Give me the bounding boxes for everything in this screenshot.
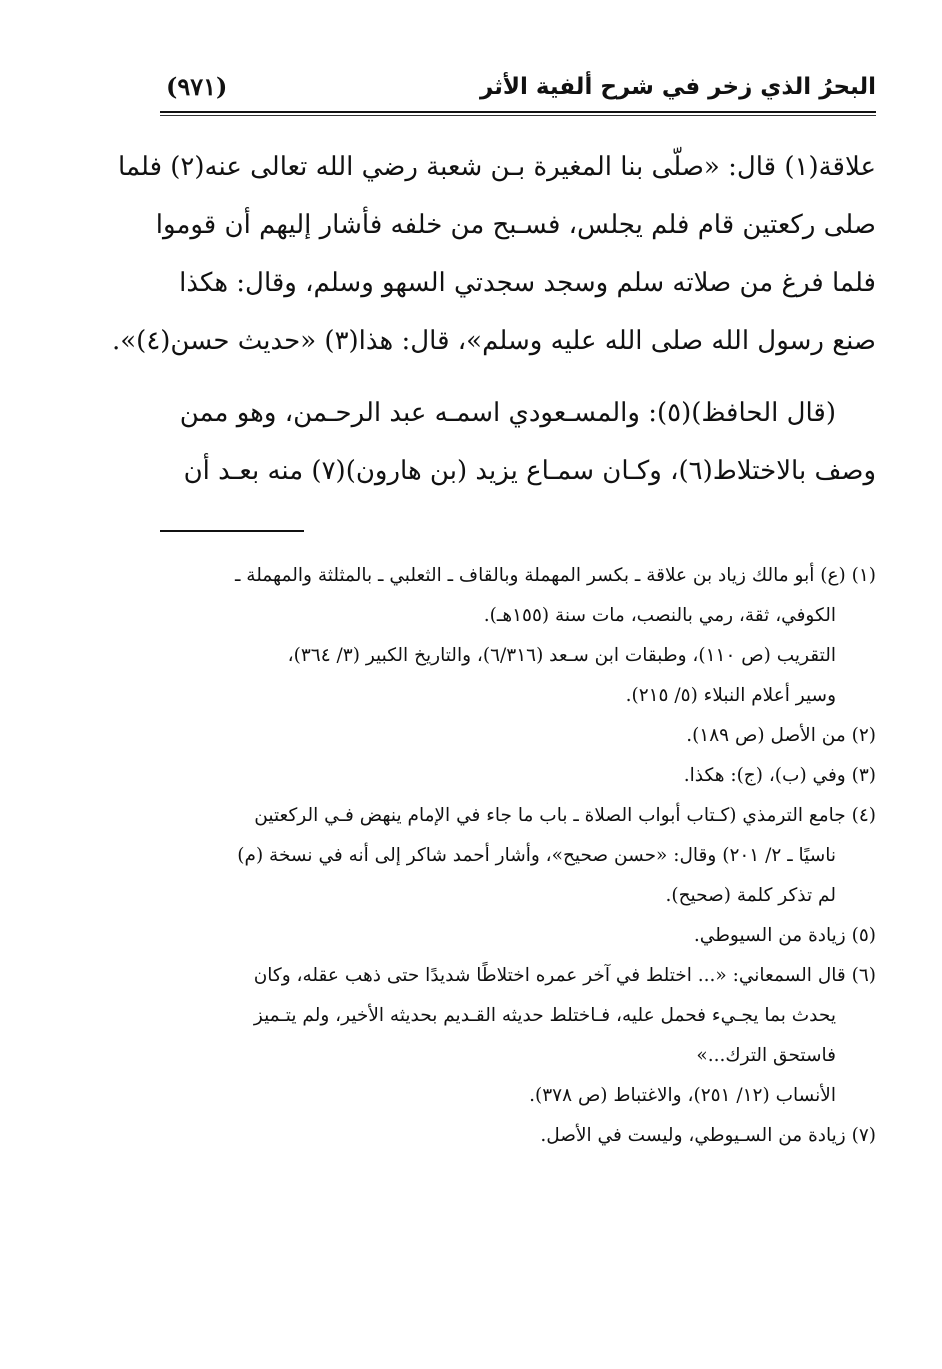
footnote-line: التقريب (ص ١١٠)، وطبقات ابن سـعد (٦/٣١٦)، والتاريخ الكبير (٣/ ٣٦٤)،	[287, 645, 836, 666]
footnote-line: يحدث بما يجـيء فحمل عليه، فـاختلط حديثه القـديم بحديثه الأخير، ولم يتـميز	[253, 1005, 836, 1026]
footnote-line: الأنساب (١٢/ ٢٥١)، والاغتباط (ص ٣٧٨).	[529, 1085, 836, 1106]
footnote-4	[160, 796, 876, 916]
page-number: (٩٧١)	[166, 72, 228, 101]
footnote-line: (١) (ع) أبو مالك زياد بن علاقة ـ بكسر المهملة وبالقاف ـ الثعلبي ـ بالمثلثة والمهملة ـ	[234, 565, 876, 586]
footnote-line: (٢) من الأصل (ص ١٨٩).	[686, 725, 876, 746]
footnote-line: فاستحق الترك...»	[696, 1045, 836, 1066]
footnote-1	[160, 556, 876, 716]
main-text-line: صنع رسول الله صلى الله عليه وسلم»، قال: هذا(٣) «حديث حسن(٤)».	[111, 326, 876, 356]
main-text-line: وصف بالاختلاط(٦)، وكـان سمـاع يزيد (بن هارون)(٧) منه بعـد أن	[183, 456, 876, 486]
footnote-line: (٣) وفي (ب)، (ج): هكذا.	[683, 765, 876, 786]
footnote-line: وسير أعلام النبلاء (٥/ ٢١٥).	[625, 685, 836, 706]
running-title: البحرُ الذي زخر في شرح ألفية الأثر	[479, 74, 876, 100]
main-text	[111, 138, 876, 500]
footnote-separator	[160, 530, 304, 532]
footnotes	[160, 556, 876, 1156]
footnote-5	[160, 916, 876, 956]
main-text-line: (قال الحافظ)(٥): والمسـعودي اسمـه عبد الرحـمن، وهو ممن	[179, 398, 836, 428]
main-text-line: صلى ركعتين قام فلم يجلس، فسـبح من خلفه فأشار إليهم أن قوموا	[155, 210, 876, 240]
main-text-line: علاقة(١) قال: «صلّى بنا المغيرة بـن شعبة رضي الله تعالى عنه(٢) فلما	[118, 152, 876, 182]
page-header	[160, 68, 876, 112]
footnote-line: (٥) زيادة من السيوطي.	[693, 925, 876, 946]
footnote-6	[160, 956, 876, 1116]
footnote-3	[160, 756, 876, 796]
footnote-line: (٦) قال السمعاني: «... اختلط في آخر عمره اختلاطًا شديدًا حتى ذهب عقله، وكان	[253, 965, 876, 986]
footnote-line: لم تذكر كلمة (صحيح).	[665, 885, 836, 906]
main-text-line: فلما فرغ من صلاته سلم وسجد سجدتي السهو وسلم، وقال: هكذا	[179, 268, 876, 298]
header-rule-thin	[160, 115, 876, 116]
footnote-line: (٧) زيادة من السـيوطي، وليست في الأصل.	[540, 1125, 876, 1146]
header-rule	[160, 111, 876, 113]
footnote-line: الكوفي، ثقة، رمي بالنصب، مات سنة (١٥٥هـ).	[483, 605, 836, 626]
footnote-line: (٤) جامع الترمذي (كـتاب أبواب الصلاة ـ باب ما جاء في الإمام ينهض فـي الركعتين	[254, 805, 876, 826]
footnote-line: ناسيًا ـ ٢/ ٢٠١) وقال: «حسن صحيح»، وأشار أحمد شاكر إلى أنه في نسخة (م)	[237, 845, 836, 866]
footnote-2	[160, 716, 876, 756]
footnote-7	[160, 1116, 876, 1156]
